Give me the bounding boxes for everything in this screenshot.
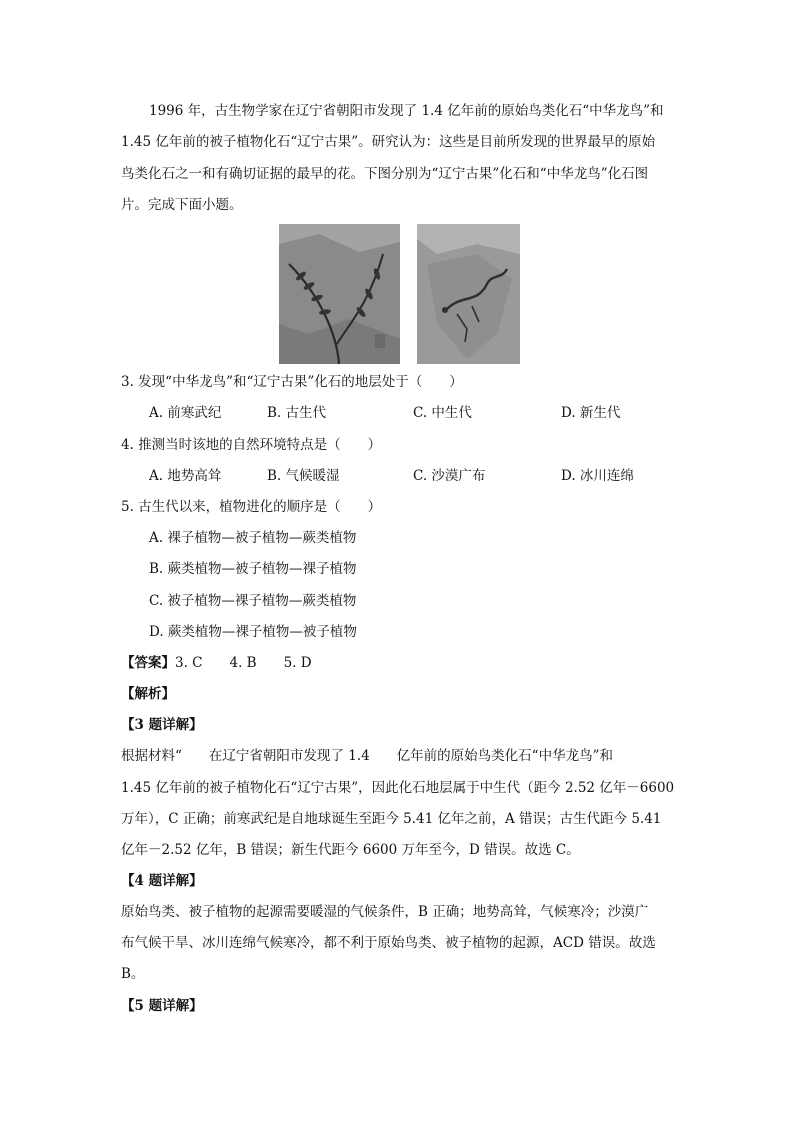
answer-label: 【答案】 bbox=[121, 655, 175, 671]
q5-detail-label: 【5 题详解】 bbox=[121, 998, 203, 1014]
question-5-option-c: C. 被子植物—裸子植物—蕨类植物 bbox=[149, 593, 357, 609]
q3-detail-line-3: 万年），C 正确；前寒武纪是自地球诞生至距今 5.41 亿年之前，A 错误；古生代距今 5.41 bbox=[121, 811, 662, 827]
intro-line-3: 鸟类化石之一和有确切证据的最早的花。下图分别为“辽宁古果”化石和“中华龙鸟”化石图 bbox=[121, 166, 649, 182]
question-3-option-a: A. 前寒武纪 bbox=[149, 405, 222, 421]
intro-line-4: 片。完成下面小题。 bbox=[121, 197, 243, 213]
q3-detail-line-4: 亿年－2.52 亿年，B 错误；新生代距今 6600 万年至今，D 错误。故选 C。 bbox=[121, 842, 580, 858]
q4-detail-label: 【4 题详解】 bbox=[121, 873, 203, 889]
intro-line-2: 1.45 亿年前的被子植物化石“辽宁古果”。研究认为：这些是目前所发现的世界最早的原始 bbox=[121, 134, 656, 150]
q3-detail-label: 【3 题详解】 bbox=[121, 717, 203, 733]
question-3-option-b: B. 古生代 bbox=[267, 405, 327, 421]
question-4-option-b: B. 气候暖湿 bbox=[267, 468, 340, 484]
question-5-option-b: B. 蕨类植物—被子植物—裸子植物 bbox=[149, 561, 357, 577]
question-4-option-a: A. 地势高耸 bbox=[149, 468, 222, 484]
question-5-stem: 5. 古生代以来，植物进化的顺序是（ ） bbox=[121, 499, 382, 515]
intro-line-1: 1996 年，古生物学家在辽宁省朝阳市发现了 1.4 亿年前的原始鸟类化石“中华龙鸟”和 bbox=[149, 103, 664, 119]
liaoning-guguo-fossil-image bbox=[279, 224, 400, 364]
sinosauropteryx-fossil-image bbox=[417, 224, 520, 364]
answer-line bbox=[121, 653, 312, 673]
question-3-option-c: C. 中生代 bbox=[413, 405, 472, 421]
question-5-option-a: A. 裸子植物—被子植物—蕨类植物 bbox=[149, 530, 357, 546]
q4-detail-line-2: 布气候干旱、冰川连绵气候寒冷，都不利于原始鸟类、被子植物的起源，ACD 错误。故选 bbox=[121, 935, 656, 951]
q3-detail-line-2: 1.45 亿年前的被子植物化石“辽宁古果”，因此化石地层属于中生代（距今 2.52 亿年－6600 bbox=[121, 780, 675, 796]
answer-values: 3. C 4. B 5. D bbox=[175, 655, 312, 671]
q4-detail-line-1: 原始鸟类、被子植物的起源需要暖湿的气候条件，B 正确；地势高耸，气候寒冷；沙漠广 bbox=[121, 904, 649, 920]
question-4-option-c: C. 沙漠广布 bbox=[413, 468, 486, 484]
analysis-label: 【解析】 bbox=[121, 686, 175, 702]
question-3-stem: 3. 发现“中华龙鸟”和“辽宁古果”化石的地层处于（ ） bbox=[121, 374, 463, 390]
question-4-option-d: D. 冰川连绵 bbox=[561, 468, 634, 484]
question-5-option-d: D. 蕨类植物—裸子植物—被子植物 bbox=[149, 624, 357, 640]
q3-detail-line-1: 根据材料“ 在辽宁省朝阳市发现了 1.4 亿年前的原始鸟类化石“中华龙鸟”和 bbox=[121, 748, 613, 764]
question-4-stem: 4. 推测当时该地的自然环境特点是（ ） bbox=[121, 437, 382, 453]
q4-detail-line-3: B。 bbox=[121, 966, 145, 982]
question-3-option-d: D. 新生代 bbox=[561, 405, 621, 421]
